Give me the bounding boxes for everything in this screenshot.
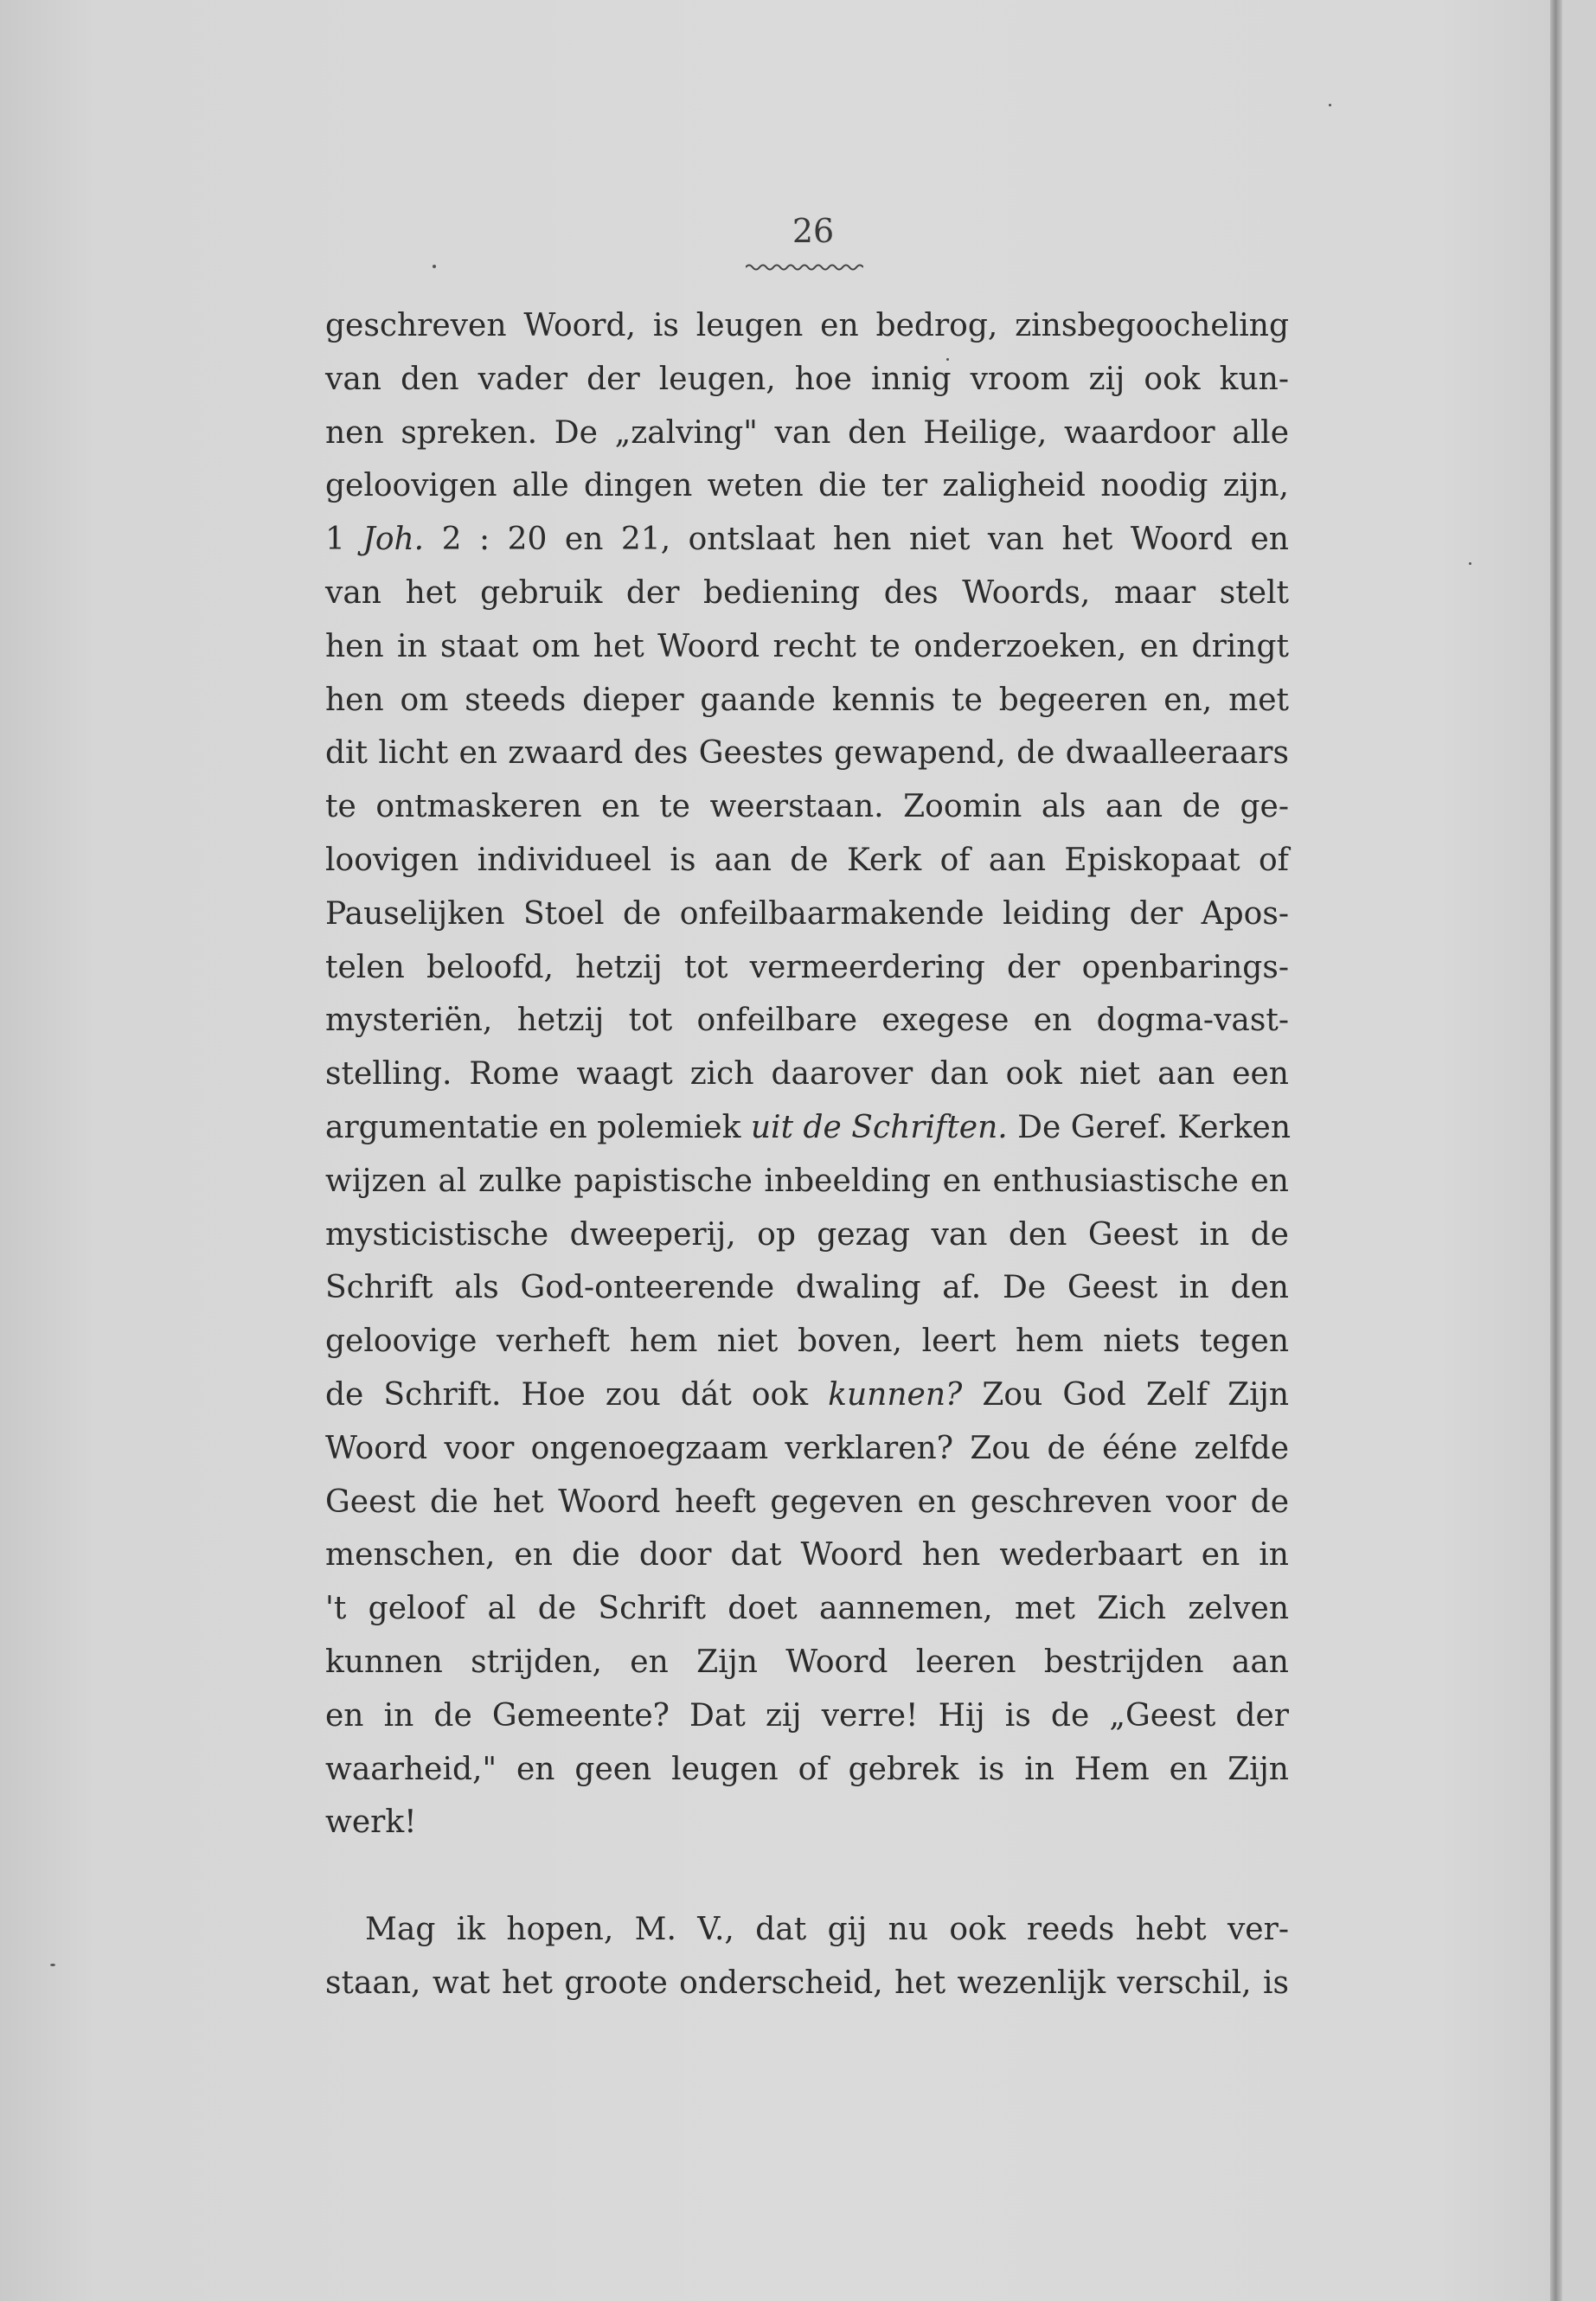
text-line: de Schrift. Hoe zou dát ook kunnen? Zou God Zelf Zijn [325,1376,1290,1413]
text-line: van het gebruik der bediening des Woords, maar stelt [325,574,1289,611]
body-text [325,299,1292,2010]
text-line: 1 Joh. 2 : 20 en 21, ontslaat hen niet van het Woord en [325,522,1289,558]
text-line: hen om steeds dieper gaande kennis te begeeren en, met [325,682,1289,718]
text-line: van den vader der leugen, hoe innig vroom zij ook kun- [325,361,1289,397]
text-line: te ontmaskeren en te weerstaan. Zoomin als aan de ge- [325,789,1289,825]
text-line: kunnen strijden, en Zijn Woord leeren bestrijden aan [325,1644,1289,1680]
text-line: argumentatie en polemiek uit de Schriften. De Geref. Kerken [325,1109,1292,1145]
text-line: Mag ik hopen, M. V., dat gij nu ook reeds hebt ver- [365,1912,1289,1948]
scan-speck [50,1964,55,1966]
scan-speck [433,265,436,268]
italic-phrase: kunnen? [828,1376,963,1413]
text-line: mysteriën, hetzij tot onfeilbare exegese en dogma-vast- [325,1003,1289,1039]
text-line: en in de Gemeente? Dat zij verre! Hij is de „Geest der [325,1697,1289,1734]
text-line: telen beloofd, hetzij tot vermeerdering der openbarings- [325,949,1289,985]
text-line: geloovigen alle dingen weten die ter zaligheid noodig zijn, [325,468,1289,504]
paragraph-gap [325,1849,1289,1903]
text-line: nen spreken. De „zalving" van den Heilige, waardoor alle [325,414,1289,451]
text-line: waarheid," en geen leugen of gebrek is in Hem en Zijn [325,1751,1289,1787]
page-edge-shadow [1550,0,1562,2301]
text-line: stelling. Rome waagt zich daarover dan ook niet aan een [325,1056,1289,1093]
text-line: staan, wat het groote onderscheid, het wezenlijk verschil, is [325,1965,1289,2001]
text-line: Woord voor ongenoegzaam verklaren? Zou de ééne zelfde [325,1430,1289,1466]
text-line: 't geloof al de Schrift doet aannemen, met Zich zelven [325,1591,1289,1627]
text-line: loovigen individueel is aan de Kerk of aan Episkopaat of [325,842,1289,878]
text-line: Pauselijken Stoel de onfeilbaarmakende leiding der Apos- [325,895,1289,932]
text-line: werk! [325,1804,417,1841]
paragraph-2 [325,1903,1289,2010]
italic-phrase: Joh. [362,522,425,558]
page-number: 26 [792,212,835,250]
text-line: geloovige verheft hem niet boven, leert hem niets tegen [325,1324,1289,1360]
scan-speck [1469,562,1471,565]
text-line: hen in staat om het Woord recht te onderzoeken, en dringt [325,628,1289,664]
scan-speck [1329,104,1331,106]
italic-phrase: uit de Schriften. [750,1109,1008,1145]
scan-margin [1562,0,1596,2301]
text-line: Schrift als God-onteerende dwaling af. De Geest in den [325,1270,1289,1306]
text-line: mysticistische dweeperij, op gezag van den Geest in de [325,1216,1289,1253]
text-line: Geest die het Woord heeft gegeven en geschreven voor de [325,1484,1289,1520]
text-line: menschen, en die door dat Woord hen wederbaart en in [325,1537,1289,1574]
scan-speck [946,358,949,361]
text-line: dit licht en zwaard des Geestes gewapend, de dwaalleeraars [325,735,1289,772]
text-line: geschreven Woord, is leugen en bedrog, zinsbegoocheling [325,308,1289,343]
text-line: wijzen al zulke papistische inbeelding en enthusiastische en [325,1163,1289,1199]
wavy-rule-ornament [746,263,863,272]
paragraph-1 [325,299,1292,1849]
